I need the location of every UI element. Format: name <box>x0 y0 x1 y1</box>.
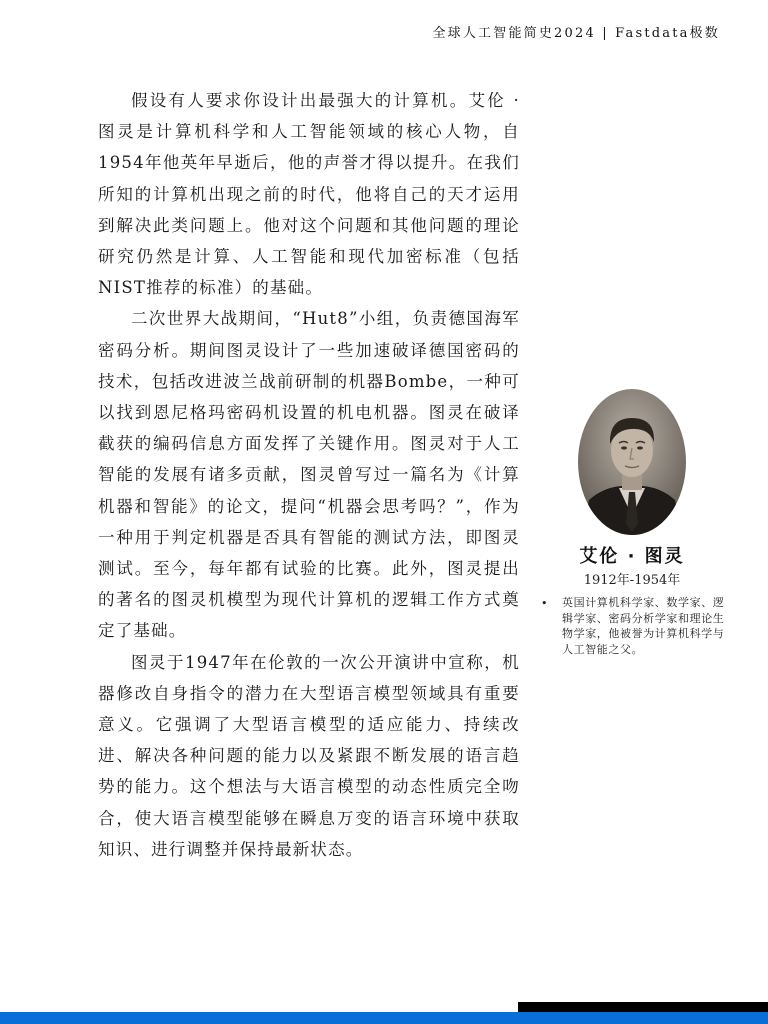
portrait-caption-years: 1912年-1954年 <box>583 573 681 588</box>
portrait-caption-name: 艾伦 · 图灵 <box>579 546 685 567</box>
paragraph-1: 假设有人要求你设计出最强大的计算机。艾伦 · 图灵是计算机科学和人工智能领域的核心人物，自1954年他英年早逝后，他的声誉才得以提升。在我们所知的计算机出现之前的时代，他将自己的天才运用到解决此类问题上。他对这个问题和其他问题的理论研究仍然是计算、人工智能和现代加密标准（包括NIST推荐的标准）的基础。 <box>98 91 520 298</box>
bullet-icon: • <box>541 597 548 610</box>
main-text <box>98 85 520 865</box>
footer-black-bar <box>518 1002 768 1012</box>
portrait-caption-description: 英国计算机科学家、数学家、逻辑学家、密码分析学家和理论生物学家，他被誉为计算机科学与人工智能之父。 <box>562 596 725 656</box>
paragraph-3: 图灵于1947年在伦敦的一次公开演讲中宣称，机器修改自身指令的潜力在大型语言模型领域具有重要意义。它强调了大型语言模型的适应能力、持续改进、解决各种问题的能力以及紧跟不断发展的语言趋势的能力。这个想法与大语言模型的动态性质完全吻合，使大语言模型能够在瞬息万变的语言环境中获取知识、进行调整并保持最新状态。 <box>98 652 520 859</box>
page-header: 全球人工智能简史2024 | Fastdata极数 <box>432 26 720 41</box>
paragraph-2: 二次世界大战期间，“Hut8”小组，负责德国海军密码分析。期间图灵设计了一些加速破译德国密码的技术，包括改进波兰战前研制的机器Bombe，一种可以找到恩尼格玛密码机设置的机电机器。图灵在破译截获的编码信息方面发挥了关键作用。图灵对于人工智能的发展有诸多贡献，图灵曾写过一篇名为《计算机器和智能》的论文，提问“机器会思考吗？”，作为一种用于判定机器是否具有智能的测试方法，即图灵测试。至今，每年都有试验的比赛。此外，图灵提出的著名的图灵机模型为现代计算机的逻辑工作方式奠定了基础。 <box>98 309 520 641</box>
turing-portrait <box>577 388 687 536</box>
footer-blue-bar <box>0 1012 768 1024</box>
